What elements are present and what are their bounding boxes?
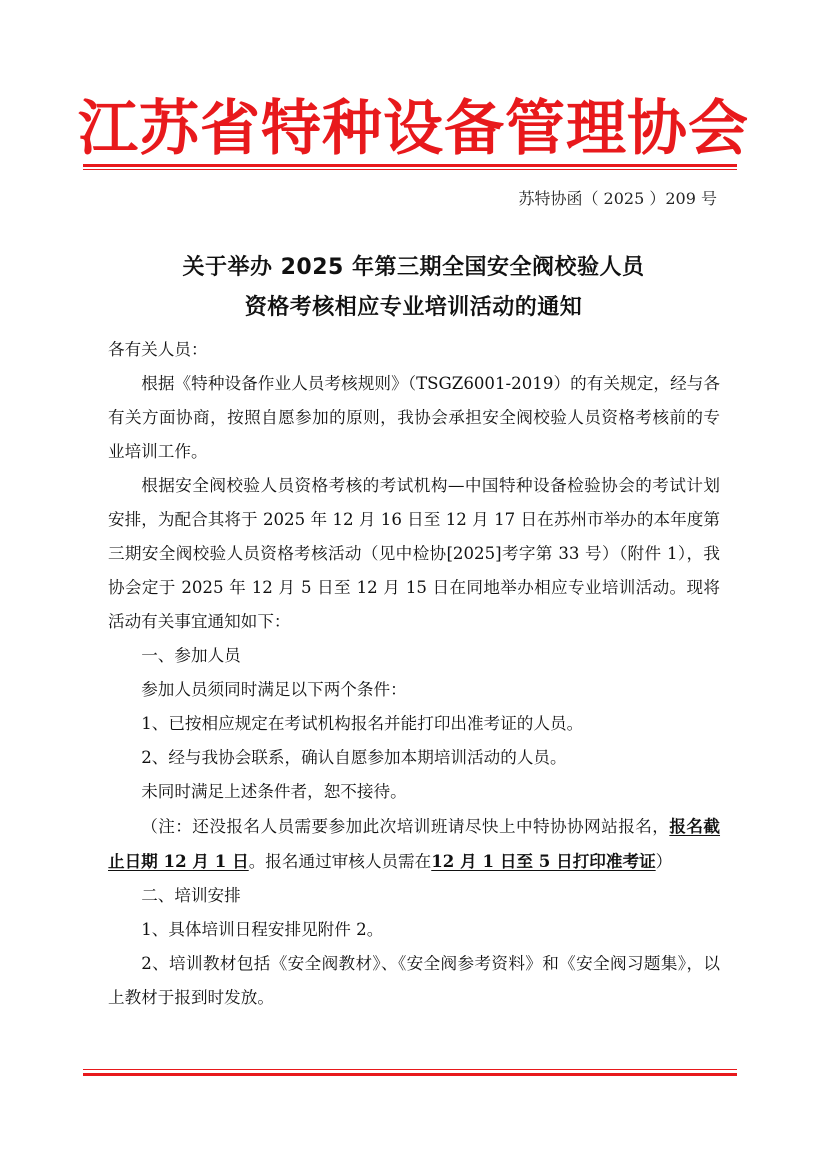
section-heading-arrangement: 二、培训安排 — [141, 886, 241, 905]
condition-item-1: 1、已按相应规定在考试机构报名并能打印出准考证的人员。 — [141, 714, 584, 733]
note-start: （注：还没报名人员需要参加此次培训班请尽快上中特协协网站报名， — [141, 817, 670, 836]
notice-title-line1: 关于举办 2025 年第三期全国安全阀校验人员 — [182, 255, 645, 280]
footer-rule-thick — [83, 1073, 737, 1076]
letterhead-rule-top-thick — [83, 164, 737, 167]
section-heading-participants: 一、参加人员 — [141, 646, 241, 665]
letterhead-title: 江苏省特种设备管理协会 — [78, 94, 749, 164]
not-accepted-note: 未同时满足上述条件者，恕不接待。 — [141, 782, 407, 801]
registration-deadline: 报名截止日期 12 月 1 日 — [108, 816, 721, 871]
condition-item-2: 2、经与我协会联系，确认自愿参加本期培训活动的人员。 — [141, 748, 567, 767]
letterhead-rule-top-thin — [83, 169, 737, 170]
notice-title-line2: 资格考核相应专业培训活动的通知 — [244, 295, 583, 320]
paragraph-regulation: 根据《特种设备作业人员考核规则》（TSGZ6001-2019）的有关规定，经与各有关方面协商，按照自愿参加的原则，我协会承担安全阀校验人员资格考核前的专业培训工作。 — [108, 374, 720, 461]
document-body — [108, 333, 720, 1015]
footer-rule-thin — [83, 1069, 737, 1070]
paragraph-schedule: 根据安全阀校验人员资格考核的考试机构—中国特种设备检验协会的考试计划安排，为配合其将于 2025 年 12 月 16 日至 12 月 17 日在苏州市举办的本年度第三期安全阀校验人员资格考核活动（见中检协[2025]考字第 33 号）（附件 1），我协会定于 2025 年 12 月 5 日至 12 月 15 日在同地举办相应专业培训活动。现将活动有关事宜通知如下： — [108, 476, 720, 631]
arrangement-item-1: 1、具体培训日程安排见附件 2。 — [141, 920, 384, 939]
arrangement-item-2: 2、培训教材包括《安全阀教材》、《安全阀参考资料》和《安全阀习题集》，以上教材于报到时发放。 — [108, 954, 720, 1007]
salutation: 各有关人员： — [108, 340, 208, 359]
registration-note — [108, 809, 720, 879]
note-middle: 。报名通过审核人员需在 — [248, 852, 432, 871]
admission-print-window: 12 月 1 日至 5 日打印准考证 — [431, 851, 656, 871]
note-end: ） — [655, 852, 673, 871]
participants-intro: 参加人员须同时满足以下两个条件： — [141, 680, 407, 699]
document-number: 苏特协函（ 2025 ）209 号 — [518, 189, 717, 208]
